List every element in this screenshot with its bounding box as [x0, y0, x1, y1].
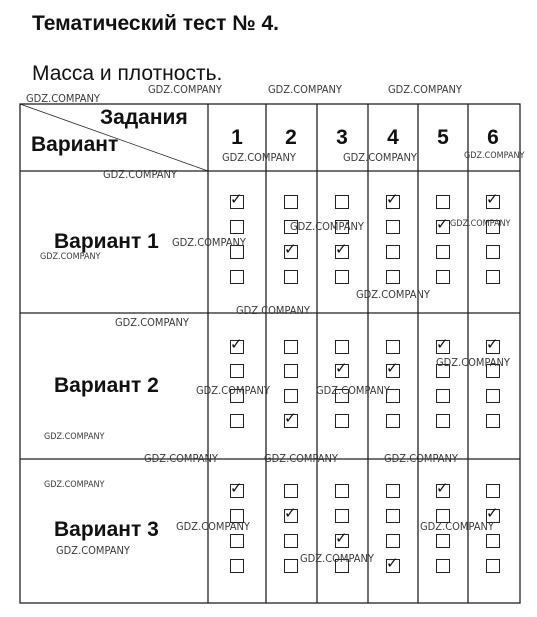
- checkmark-icon: ✓: [335, 529, 348, 547]
- answer-checkbox[interactable]: [486, 414, 500, 428]
- answer-checkbox[interactable]: [284, 240, 298, 259]
- checkmark-icon: ✓: [436, 215, 449, 233]
- watermark-text: GDZ.COMPANY: [40, 252, 101, 262]
- task-number-4: 4: [387, 126, 399, 149]
- answer-checkbox[interactable]: [335, 414, 349, 428]
- answer-checkbox[interactable]: [284, 409, 298, 428]
- watermark-text: GDZ.COMPANY: [356, 288, 430, 301]
- answer-checkbox[interactable]: [486, 245, 500, 259]
- answer-checkbox[interactable]: [386, 245, 400, 259]
- answer-checkbox[interactable]: [486, 484, 500, 498]
- watermark-text: GDZ.COMPANY: [144, 452, 218, 465]
- watermark-text: GDZ.COMPANY: [148, 83, 222, 96]
- task-number-2: 2: [285, 126, 297, 149]
- answer-checkbox[interactable]: [230, 270, 244, 284]
- answer-checkbox[interactable]: [230, 414, 244, 428]
- answer-checkbox[interactable]: [436, 270, 450, 284]
- answer-checkbox[interactable]: [335, 509, 349, 523]
- answer-checkbox[interactable]: [436, 389, 450, 403]
- answer-checkbox[interactable]: [386, 190, 400, 209]
- watermark-text: GDZ.COMPANY: [44, 432, 105, 442]
- answer-checkbox[interactable]: [230, 220, 244, 234]
- watermark-text: GDZ.COMPANY: [290, 220, 364, 233]
- checkmark-icon: ✓: [284, 240, 297, 258]
- checkmark-icon: ✓: [230, 190, 243, 208]
- watermark-text: GDZ.COMPANY: [103, 168, 177, 181]
- answer-checkbox[interactable]: [386, 414, 400, 428]
- answer-checkbox[interactable]: [386, 340, 400, 354]
- page-title: Тематический тест № 4.: [32, 12, 279, 35]
- checkmark-icon: ✓: [386, 359, 399, 377]
- answer-checkbox[interactable]: [284, 340, 298, 354]
- task-number-3: 3: [336, 126, 348, 149]
- answer-checkbox[interactable]: [335, 195, 349, 209]
- answer-checkbox[interactable]: [335, 529, 349, 548]
- answer-checkbox[interactable]: [386, 554, 400, 573]
- answer-checkbox[interactable]: [436, 414, 450, 428]
- watermark-text: GDZ.COMPANY: [172, 236, 246, 249]
- watermark-text: GDZ.COMPANY: [450, 219, 511, 229]
- variant-label-2: Вариант 2: [54, 374, 159, 397]
- answer-checkbox[interactable]: [335, 484, 349, 498]
- watermark-text: GDZ.COMPANY: [56, 544, 130, 557]
- watermark-text: GDZ.COMPANY: [196, 384, 270, 397]
- watermark-text: GDZ.COMPANY: [388, 83, 462, 96]
- answer-checkbox[interactable]: [284, 484, 298, 498]
- checkmark-icon: ✓: [386, 554, 399, 572]
- watermark-text: GDZ.COMPANY: [115, 316, 189, 329]
- answer-checkbox[interactable]: [386, 270, 400, 284]
- answer-checkbox[interactable]: [386, 484, 400, 498]
- checkmark-icon: ✓: [486, 190, 499, 208]
- watermark-text: GDZ.COMPANY: [420, 520, 494, 533]
- answer-checkbox[interactable]: [335, 359, 349, 378]
- answer-checkbox[interactable]: [284, 389, 298, 403]
- answer-checkbox[interactable]: [436, 534, 450, 548]
- answer-checkbox[interactable]: [284, 504, 298, 523]
- checkmark-icon: ✓: [230, 335, 243, 353]
- answer-checkbox[interactable]: [230, 534, 244, 548]
- task-number-5: 5: [437, 126, 449, 149]
- answer-checkbox[interactable]: [486, 190, 500, 209]
- watermark-text: GDZ.COMPANY: [44, 480, 105, 490]
- answer-checkbox[interactable]: [486, 559, 500, 573]
- answer-checkbox[interactable]: [436, 195, 450, 209]
- watermark-text: GDZ.COMPANY: [268, 83, 342, 96]
- watermark-text: GDZ.COMPANY: [316, 384, 390, 397]
- checkmark-icon: ✓: [436, 335, 449, 353]
- answer-checkbox[interactable]: [386, 220, 400, 234]
- answer-checkbox[interactable]: [284, 559, 298, 573]
- answer-checkbox[interactable]: [436, 335, 450, 354]
- answer-checkbox[interactable]: [230, 479, 244, 498]
- task-number-1: 1: [231, 126, 243, 149]
- answer-checkbox[interactable]: [486, 270, 500, 284]
- checkmark-icon: ✓: [335, 240, 348, 258]
- watermark-text: GDZ.COMPANY: [464, 151, 525, 161]
- watermark-text: GDZ.COMPANY: [222, 151, 296, 164]
- watermark-text: GDZ.COMPANY: [300, 552, 374, 565]
- page-subtitle: Масса и плотность.: [32, 62, 223, 85]
- answer-checkbox[interactable]: [436, 559, 450, 573]
- answer-checkbox[interactable]: [335, 270, 349, 284]
- header-variant-label: Вариант: [31, 133, 119, 156]
- watermark-text: GDZ.COMPANY: [176, 520, 250, 533]
- checkmark-icon: ✓: [284, 504, 297, 522]
- answer-checkbox[interactable]: [284, 534, 298, 548]
- answer-checkbox[interactable]: [230, 364, 244, 378]
- variant-label-1: Вариант 1: [54, 230, 159, 253]
- answer-checkbox[interactable]: [486, 335, 500, 354]
- watermark-text: GDZ.COMPANY: [343, 151, 417, 164]
- answer-checkbox[interactable]: [486, 389, 500, 403]
- answer-checkbox[interactable]: [230, 190, 244, 209]
- task-number-6: 6: [487, 126, 499, 149]
- answer-checkbox[interactable]: [386, 509, 400, 523]
- answer-checkbox[interactable]: [436, 479, 450, 498]
- checkmark-icon: ✓: [230, 479, 243, 497]
- variant-label-3: Вариант 3: [54, 518, 159, 541]
- watermark-text: GDZ.COMPANY: [264, 452, 338, 465]
- answer-checkbox[interactable]: [386, 359, 400, 378]
- answer-checkbox[interactable]: [230, 559, 244, 573]
- watermark-text: GDZ.COMPANY: [236, 304, 310, 317]
- answer-checkbox[interactable]: [486, 534, 500, 548]
- answer-checkbox[interactable]: [335, 340, 349, 354]
- answer-checkbox[interactable]: [284, 364, 298, 378]
- answer-checkbox[interactable]: [230, 335, 244, 354]
- header-tasks-label: Задания: [100, 106, 188, 129]
- answer-checkbox[interactable]: [436, 215, 450, 234]
- watermark-text: GDZ.COMPANY: [384, 452, 458, 465]
- answer-checkbox[interactable]: [284, 270, 298, 284]
- checkmark-icon: ✓: [335, 359, 348, 377]
- checkmark-icon: ✓: [436, 479, 449, 497]
- answer-checkbox[interactable]: [436, 245, 450, 259]
- watermark-text: GDZ.COMPANY: [436, 356, 510, 369]
- checkmark-icon: ✓: [486, 335, 499, 353]
- answer-checkbox[interactable]: [386, 534, 400, 548]
- checkmark-icon: ✓: [486, 504, 499, 522]
- watermark-text: GDZ.COMPANY: [26, 92, 100, 105]
- answer-checkbox[interactable]: [284, 195, 298, 209]
- checkmark-icon: ✓: [284, 409, 297, 427]
- answer-checkbox[interactable]: [335, 240, 349, 259]
- checkmark-icon: ✓: [386, 190, 399, 208]
